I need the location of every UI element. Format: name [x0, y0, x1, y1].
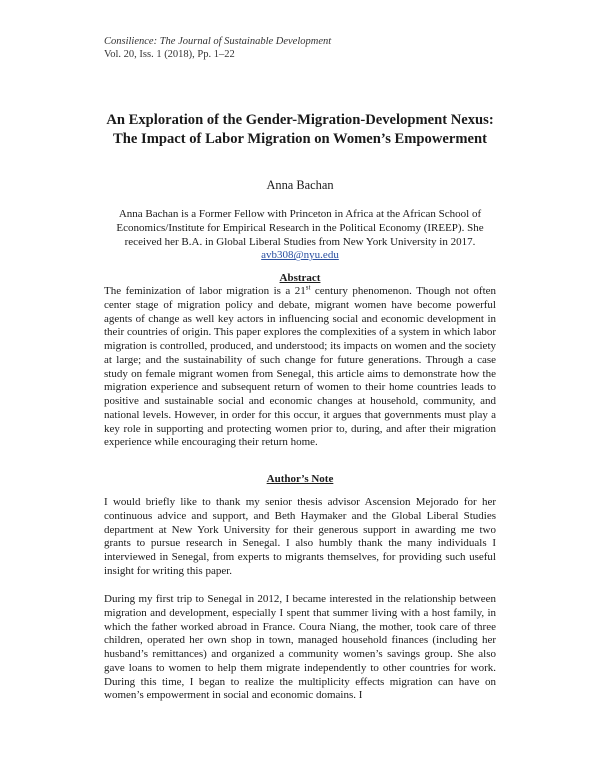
abstract-body: century phenomenon. Though not often center stage of migration policy and debate, migrant women have become powerful agents of change as well key actors in influencing social and economic development in their countries of origin. This paper explores the complexities of a system in which labor migration is controlled, produced, and understood; its impacts on women and the society at large; and the sustainability of such change for future generations. Through a case study on female migrant women from Senegal, this article aims to demonstrate how the migration experience and subsequent return of women to their home countries leads to positive and sustainable social and economic changes at household, community, and national levels. However, in order for this occur, it argues that governments must play a key role in supporting and protecting women prior to, during, and after their migration experience while encouraging their return home. — [104, 285, 497, 449]
abstract-heading: Abstract — [279, 272, 321, 284]
abstract-text — [104, 285, 496, 450]
author-bio — [104, 208, 496, 263]
author-email-link[interactable]: avb308@nyu.edu — [261, 249, 339, 262]
authors-note-text: I would briefly like to thank my senior thesis advisor Ascension Mejorado for her continuous advice and support, and Beth Haymaker and the Global Liberal Studies department at New York University for their generous support in awarding me two grants to pursue research in Senegal. I also humbly thank the many individuals I interviewed in Senegal, from experts to migrants themselves, for providing such useful insight for writing this paper. — [104, 496, 496, 577]
author-name: Anna Bachan — [266, 178, 334, 192]
journal-name: Consilience: The Journal of Sustainable Development — [104, 36, 332, 47]
abstract-superscript: st — [305, 283, 311, 292]
body-paragraph: During my first trip to Senegal in 2012, I became interested in the relationship between migration and development, especially I spent that summer living with a host family, in which the father worked abroad in France. Coura Niang, the mother, took care of three children, operated her own shop in town, managed household finances (including her husband’s remittances) and organized a community women’s savings group. She also gave loans to women to help them migrate independently to other countries for work. During this time, I began to realize the multiplicity effects migration can have on women’s empowerment in social and economic domains. I — [104, 593, 496, 702]
volume-info: Vol. 20, Iss. 1 (2018), Pp. 1–22 — [104, 49, 235, 60]
abstract-lead: The feminization of labor migration is a 21 — [104, 285, 306, 297]
authors-note-heading: Author’s Note — [266, 473, 334, 485]
paper-title: An Exploration of the Gender-Migration-Development Nexus: The Impact of Labor Migration on Women’s Empowerment — [106, 112, 494, 147]
author-bio-text: Anna Bachan is a Former Fellow with Princeton in Africa at the African School of Economics/Institute for Empirical Research in the Political Economy (IREEP). She received her B.A. in Global Liberal Studies from New York University in 2017. — [116, 208, 484, 248]
